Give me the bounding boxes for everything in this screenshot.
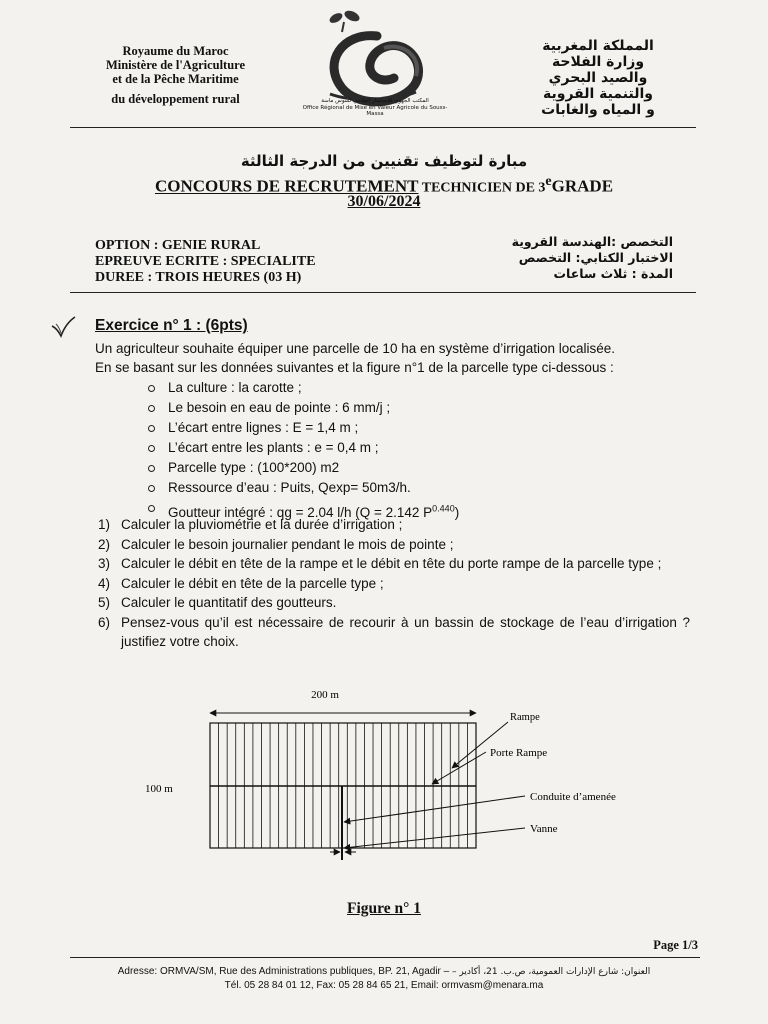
data-item: L’écart entre les plants : e = 0,4 m ; <box>148 438 459 458</box>
question-item <box>98 515 690 535</box>
duree-line-ar: المدة : ثلاث ساعات <box>553 266 673 281</box>
question-text: Calculer la pluviométrie et la durée d’irrigation ; <box>121 517 403 532</box>
footer-contact: Tél. 05 28 84 01 12, Fax: 05 28 84 65 21, Email: ormvasm@menara.ma <box>224 980 544 991</box>
logo-caption <box>300 98 450 118</box>
title-french-rest: TECHNICIEN DE 3 <box>418 180 546 196</box>
intro-line: En se basant sur les données suivantes et la figure n°1 de la parcelle type ci-dessous : <box>95 360 614 375</box>
header-left-line: Royaume du Maroc <box>122 44 229 58</box>
data-item: L’écart entre lignes : E = 1,4 m ; <box>148 418 459 438</box>
question-text: Pensez-vous qu’il est nécessaire de recourir à un bassin de stockage de l’eau d’irrigation ? justifiez votre choix. <box>121 614 690 649</box>
footer-address <box>0 966 768 977</box>
question-item <box>98 554 690 574</box>
question-number: 2) <box>98 536 111 552</box>
figure-caption: Figure n° 1 <box>347 900 421 917</box>
data-item: La culture : la carotte ; <box>148 378 459 398</box>
question-item <box>98 574 690 594</box>
data-item: Le besoin en eau de pointe : 6 mm/j ; <box>148 398 459 418</box>
logo-caption-fr: Office Régional de Mise en Valeur Agricole du Souss-Massa <box>302 104 448 117</box>
data-item: Ressource d’eau : Puits, Qexp= 50m3/h. <box>148 478 459 498</box>
vanne-leader <box>344 828 525 848</box>
option-info-ar <box>512 234 673 282</box>
question-text: Calculer le quantitatif des goutteurs. <box>121 595 337 610</box>
header-right-line: المملكة المغربية <box>542 38 654 54</box>
label-rampe: Rampe <box>510 712 540 723</box>
option-info-fr <box>95 238 316 286</box>
header-right-line: و المياه والغابات <box>541 102 655 118</box>
exam-date: 30/06/2024 <box>347 193 421 210</box>
question-number: 4) <box>98 575 111 591</box>
width-dimension-label: 200 m <box>311 689 339 701</box>
question-number: 5) <box>98 595 111 610</box>
question-item <box>98 613 690 652</box>
question-item <box>98 593 690 613</box>
data-list <box>148 378 459 523</box>
conduite-leader <box>344 796 525 822</box>
title-french-sup: e <box>545 174 552 189</box>
footer-address-fr: Adresse: ORMVA/SM, Rue des Administrations publiques, BP. 21, Agadir – <box>117 966 450 977</box>
title-french-end: GRADE <box>551 176 614 196</box>
question-item <box>98 535 690 555</box>
duree-line: DUREE : TROIS HEURES (03 H) <box>95 270 302 285</box>
question-text: Calculer le besoin journalier pendant le mois de pointe ; <box>121 536 454 552</box>
question-number: 1) <box>98 517 111 532</box>
section-divider <box>70 292 696 293</box>
page-number: Page 1/3 <box>653 938 698 952</box>
exercise-title: Exercice n° 1 : (6pts) <box>95 317 248 334</box>
height-dimension-label: 100 m <box>145 783 173 795</box>
data-item: Parcelle type : (100*200) m2 <box>148 458 459 478</box>
label-conduite: Conduite d’amenée <box>530 791 616 803</box>
option-line: OPTION : GENIE RURAL <box>95 238 261 253</box>
header-divider <box>70 127 696 128</box>
dripper-formula: Goutteur intégré : qg = 2.04 l/h (Q = 2.142 $P^{0.440}$) <box>168 503 460 520</box>
title-arabic: مبارة لتوظيف تقنيين من الدرجة الثالثة <box>240 152 528 170</box>
intro-line: Un agriculteur souhaite équiper une parcelle de 10 ha en système d’irrigation localisée. <box>95 341 616 356</box>
header-right-institution <box>498 38 698 118</box>
epreuve-line-ar: الاختبار الكتابي: التخصص <box>518 250 673 265</box>
header-left-line: Ministère de l'Agriculture <box>105 58 246 72</box>
epreuve-line: EPREUVE ECRITE : SPECIALITE <box>95 254 316 269</box>
title-french-main: CONCOURS DE RECRUTEMENT <box>154 176 419 196</box>
question-list <box>98 515 690 652</box>
footer-address-ar: العنوان: شارع الإدارات العمومية، ص.ب. 21، أكادير – <box>452 967 651 977</box>
label-vanne: Vanne <box>530 823 558 835</box>
header-right-line: والتنمية القروية <box>543 86 653 102</box>
handwritten-check-icon <box>50 316 76 338</box>
parcel-figure <box>0 680 768 880</box>
question-number: 3) <box>98 556 111 571</box>
logo-caption-ar: المكتب الجهوي للاستثمار الفلاحي لسوس ماسة <box>321 98 429 104</box>
footer-divider <box>70 957 700 958</box>
header-left-institution <box>88 44 263 106</box>
formula-exponent: 0.440 <box>432 503 455 513</box>
header-left-line: et de la Pêche Maritime <box>112 72 239 86</box>
header-right-line: والصيد البحري <box>548 70 648 86</box>
question-text: Calculer le débit en tête de la rampe et le débit en tête du porte rampe de la parcelle type ; <box>121 556 662 571</box>
exercise-intro <box>95 339 705 377</box>
header-left-line: du développement rural <box>111 92 240 106</box>
header-right-line: وزارة الفلاحة <box>551 54 645 70</box>
label-porte-rampe: Porte Rampe <box>490 747 548 759</box>
option-line-ar: التخصص :الهندسة القروية <box>511 234 673 249</box>
question-text: Calculer le débit en tête de la parcelle type ; <box>121 575 384 591</box>
question-number: 6) <box>98 614 111 630</box>
rampe-leader <box>452 722 508 768</box>
